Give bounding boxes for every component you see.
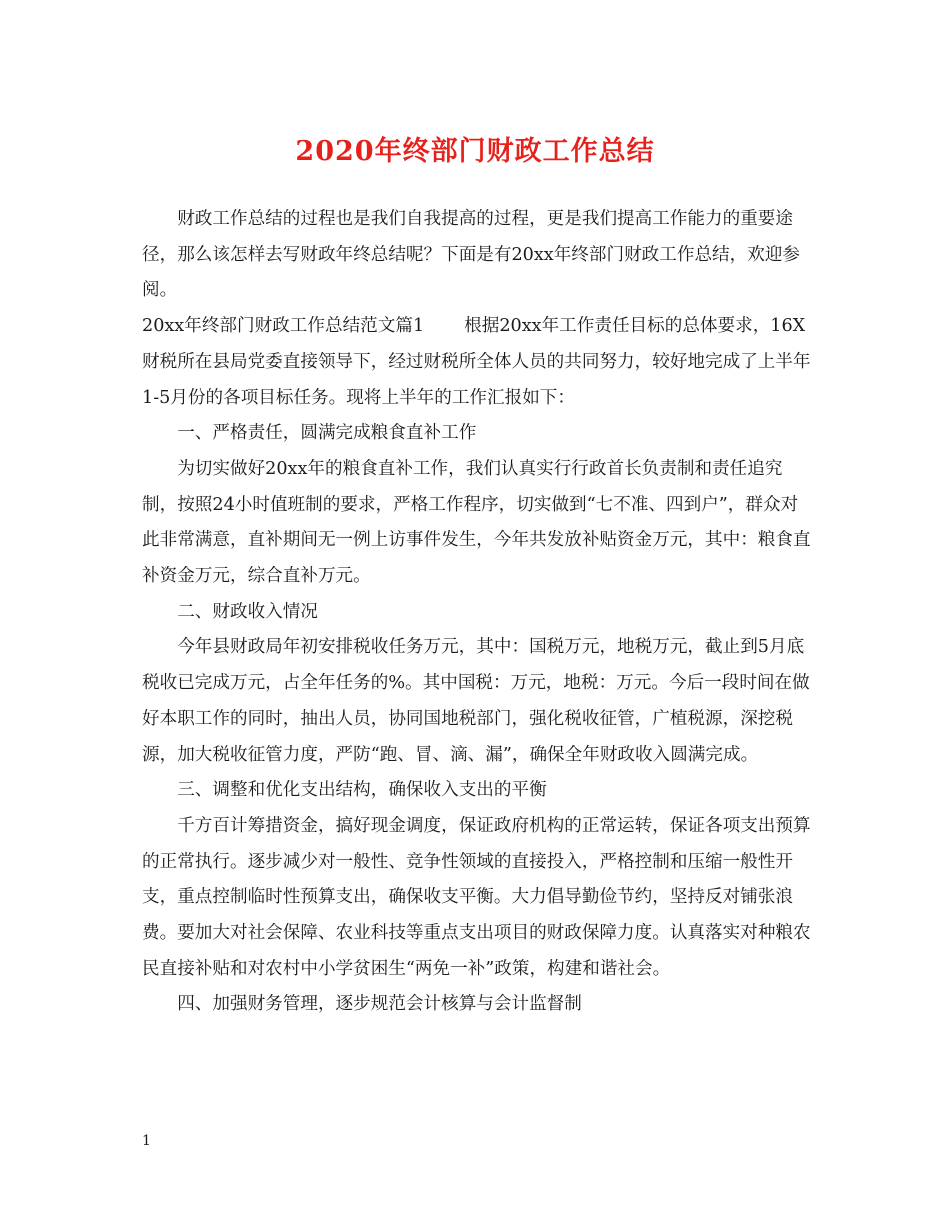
article-heading: 20xx年终部门财政工作总结范文篇1	[142, 316, 425, 337]
section-1-heading: 一、严格责任，圆满完成粮食直补工作	[177, 423, 477, 444]
opening-text: 根据20xx年工作责任目标的总体要求，16X财税所在县局党委直接领导下，经过财税所全体人员的共同努力，较好地完成了上半年1-5月份的各项目标任务。现将上半年的工作汇报如下：	[142, 316, 811, 408]
section-3-heading: 三、调整和优化支出结构，确保收入支出的平衡	[177, 780, 547, 801]
article-paragraph	[142, 309, 812, 416]
section-2-heading: 二、财政收入情况	[177, 601, 318, 622]
section-1-body: 为切实做好20xx年的粮食直补工作，我们认真实行行政首长负责制和责任追究制，按照24小时值班制的要求，严格工作程序，切实做到“七不准、四到户”，群众对此非常满意，直补期间无一例上访事件发生，今年共发放补贴资金万元，其中：粮食直补资金万元，综合直补万元。	[142, 458, 811, 587]
section-3-body: 千方百计筹措资金，搞好现金调度，保证政府机构的正常运转，保证各项支出预算的正常执行。逐步减少对一般性、竞争性领域的直接投入，严格控制和压缩一般性开支，重点控制临时性预算支出，确保收支平衡。大力倡导勤俭节约，坚持反对铺张浪费。要加大对社会保障、农业科技等重点支出项目的财政保障力度。认真落实对种粮农民直接补贴和对农村中小学贫困生“两免一补”政策，构建和谐社会。	[142, 815, 811, 979]
section-2-body: 今年县财政局年初安排税收任务万元，其中：国税万元，地税万元，截止到5月底税收已完成万元，占全年任务的%。其中国税：万元，地税：万元。今后一段时间在做好本职工作的同时，抽出人员，协同国地税部门，强化税收征管，广植税源，深挖税源，加大税收征管力度，严防“跑、冒、滴、漏”，确保全年财政收入圆满完成。	[142, 637, 810, 765]
document-title: 2020年终部门财政工作总结	[295, 136, 655, 167]
page-number: 1	[142, 1133, 151, 1149]
section-4-heading: 四、加强财务管理，逐步规范会计核算与会计监督制	[177, 994, 582, 1015]
intro-paragraph: 财政工作总结的过程也是我们自我提高的过程，更是我们提高工作能力的重要途径，那么该怎样去写财政年终总结呢？下面是有20xx年终部门财政工作总结，欢迎参阅。	[142, 209, 801, 301]
document-body	[142, 202, 812, 1023]
